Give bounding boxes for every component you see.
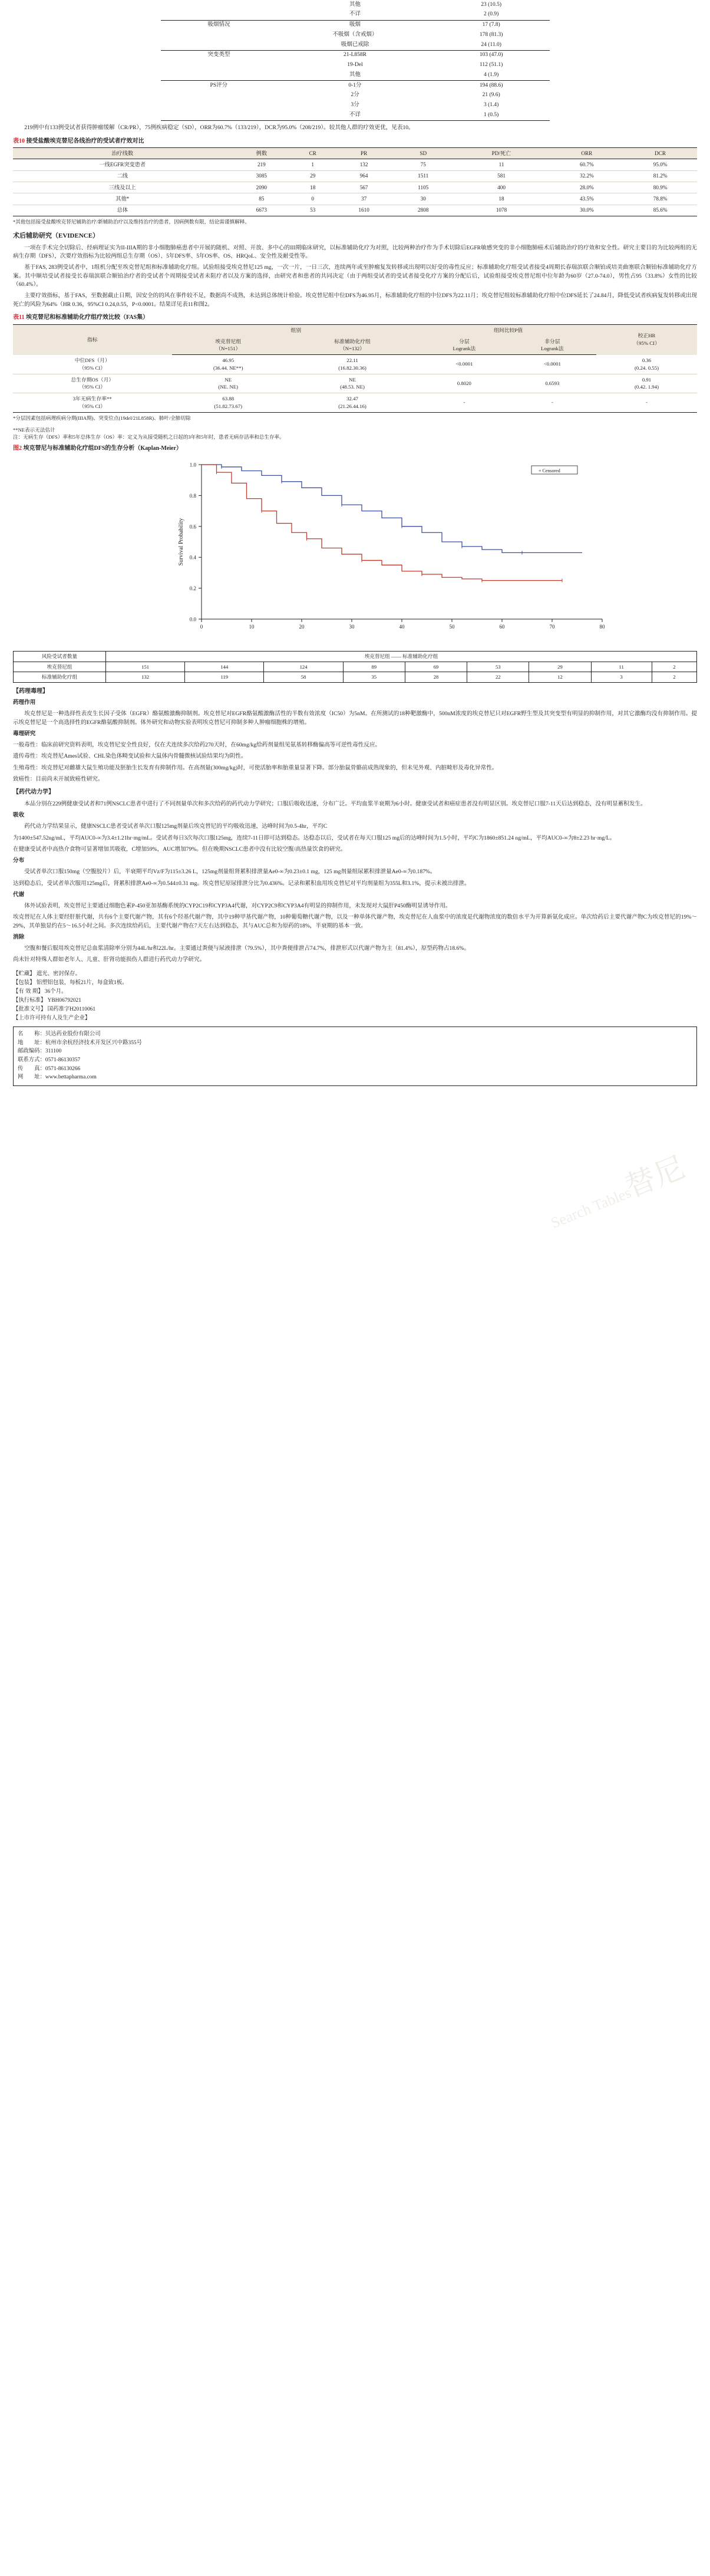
pharmacology-sub1: 药理作用 [13,699,36,706]
svg-text:0: 0 [200,624,203,630]
table10-cell: 11 [453,159,550,170]
table10-cell: 219 [232,159,292,170]
table11-value-cell: 22.11 (16.82.30.36) [285,355,420,374]
demographics-value: 4 (1.9) [483,71,499,78]
pk-p4: 空腹和餐后服用埃克替尼总血浆清除率分别为44L/hr和22L/hr。主要通过粪便与尿液排泄（79.5%），其中粪便排泄占74.7%，排泄形式以代谢产物为主（81.4%），原型药物占18.6%。 [24,945,470,952]
demographics-category: 3分 [351,102,359,108]
svg-text:30: 30 [349,624,355,630]
demographics-value: 1 (0.5) [433,110,550,120]
demographics-label [161,30,278,40]
pk-sub-absorption: 吸收 [13,812,25,819]
risk-count: 53 [467,662,529,672]
table11-hr-header: 校正HR （95% CI） [596,324,697,354]
company-line: 名 称：贝达药业股份有限公司 [18,1031,101,1038]
table10-cell: 30.0% [550,205,624,216]
demographics-value: 24 (11.0) [481,41,501,48]
demographics-value: 21 (9.6) [482,92,500,98]
risk-count: 2 [652,662,696,672]
demographics-table [161,0,550,121]
table-row [161,101,550,111]
table11-pvalue-cell: 0.8020 [420,374,508,393]
table11-hr-cell: - [596,393,697,413]
demographics-category: 其他 [349,1,361,8]
demographics-label [161,40,278,50]
table10-cell: 400 [453,182,550,193]
table10-cell: 30 [394,193,453,205]
table10-cell: 6673 [232,205,292,216]
risk-count: 119 [185,672,264,682]
table11-note-3: 注：无病生存（DFS）率和5年总体生存（OS）率：定义为从接受随机之日起的3年和5年时，患者无病存活率和总生存率。 [13,434,285,440]
table11-group-header: 组别 [172,324,421,335]
pk-sub-metabolism: 代谢 [13,891,25,899]
footer-line: 【上市许可持有人及生产企业】 [13,1015,91,1022]
svg-text:40: 40 [399,624,405,630]
table10-number: 表10 [13,137,25,144]
svg-text:0.0: 0.0 [189,616,196,623]
svg-text:50: 50 [449,624,455,630]
pk-p2: 受试者单次口服150mg（空腹胶片）后，半衰期平均Vz/F为115±3.26 L，125mg剂量组肾累积排泄量Ae0-∞为0.23±0.1 mg，125 mg剂量组尿累积排泄量Ae0-∞为0.187%。 [24,868,436,876]
table11-note-2: **NE表示无法估计 [13,426,55,433]
risk-table [13,651,697,682]
pk-sub-distribution: 分布 [13,857,25,864]
footer-line: 【执行标准】 YBH06792021 [13,998,81,1004]
table10-cell: 32.2% [550,170,624,182]
demographics-category: 19-Del [347,62,363,68]
demographics-category: 2分 [351,92,359,98]
pharmacology-p1: 埃克替尼是一种选择性表皮生长因子受体（EGFR）酪氨酸激酶抑制剂。埃克替尼对EGFR酪氨酸激酶活性的半数有效浓度（IC50）为5nM。在所测试的18种靶激酶中，500nM浓度的埃克替尼只对EGFR野生型及其突变型有明显的抑制作用，对其它激酶均没有抑制作用。提示埃克替尼是一个高选择性的EGFR酪氨酸抑制剂。体外研究和动物实验表明埃克替尼可抑制多种人肿瘤细胞株的增殖。 [13,710,697,726]
table11-value-cell: 63.88 (51.82.73.67) [172,393,285,413]
table10-cell: 85.6% [623,205,697,216]
table11-indicator-cell: 3年无病生存率** （95% CI） [13,393,172,413]
table11-column-header: 非分层 Logrank法 [508,336,596,355]
table10-cell: 0 [291,193,334,205]
table10-cell: 75 [394,159,453,170]
risk-count: 132 [106,672,185,682]
table-row [13,393,697,413]
risk-count: 144 [185,662,264,672]
table10-cell: 29 [291,170,334,182]
table10-column-header: 治疗线数 [13,148,232,159]
table10-note: *其他包括接受盐酸埃克替尼辅助治疗/新辅助治疗以及维持治疗的患者，因病例数有限，结论需谨慎解释。 [13,219,250,225]
figure2-caption: 埃克替尼与标准辅助化疗组DFS的生存分析（Kaplan-Meier） [23,445,182,452]
table11-col-indicator: 指标 [13,324,172,354]
demographics-value: 194 (88.6) [433,81,550,91]
svg-text:0.4: 0.4 [189,555,196,561]
company-box [13,1027,697,1086]
pk-p4b: 尚未针对特殊人群如老年人、儿童、肝肾功能损伤人群进行药代动力学研究。 [13,956,206,963]
table10-cell: 95.0% [623,159,697,170]
demographics-label: PS评分 [161,81,278,91]
table10-cell: 81.2% [623,170,697,182]
table10-column-header: SD [394,148,453,159]
svg-text:0.8: 0.8 [189,493,196,499]
kaplan-meier-chart [13,454,697,649]
kaplan-meier-svg [13,454,696,649]
risk-table-header-row [14,652,697,662]
risk-table-row [14,672,697,682]
demographics-category: 不吸烟（含戒烟） [332,31,378,38]
demographics-label [161,10,278,20]
table10-cell: 567 [334,182,394,193]
table10-cell: 二线 [13,170,232,182]
demographics-category: 其他 [349,71,361,78]
footer-line: 【包装】 铝塑铝包装，每板21片，每盒致1板。 [13,979,128,986]
table-row [13,159,697,170]
table11-compare-header: 组间比较P值 [420,324,596,335]
table11-column-header: 分层 Logrank法 [420,336,508,355]
table10-cell: 1078 [453,205,550,216]
table10-cell: 三线及以上 [13,182,232,193]
demographics-label [161,101,278,111]
company-line: 传 真：0571-86130266 [18,1065,81,1072]
risk-count: 12 [529,672,591,682]
risk-count: 11 [591,662,652,672]
pk-p1c: 在健康受试者中高热介食物可显著增加其吸收，C增加59%，AUC增加79%。但在晚期NSCLC患者中没有比较空腹/高热量饮食的研究。 [13,845,346,853]
pharmacology-p5: 致癌性：目前尚未开展致癌性研究。 [13,776,104,782]
demographics-value: 23 (10.5) [481,1,502,8]
pk-sub-elimination: 消除 [13,934,25,941]
demographics-label [161,91,278,101]
table11-column-header: 埃克替尼组 （N=151） [172,336,285,355]
table11-value-cell: NE (NE. NE) [172,374,285,393]
table-row [161,40,550,50]
svg-text:0.2: 0.2 [189,585,196,592]
demographics-category: 不详 [349,11,361,18]
svg-text:0.6: 0.6 [189,524,196,530]
risk-count: 28 [405,672,467,682]
table10-title [13,137,697,146]
pk-p2b: 达到稳态后，受试者单次服用125mg后，肾累积排泄Ae0-∞为0.544±0.31 mg。埃克替尼原尿排泄分比为0.436%。记录和累积血用埃克替尼对平均剂量组为355L和3.1%，提示未被出排泄。 [13,880,470,887]
table-row [161,0,550,10]
table10-column-header: PD/死亡 [453,148,550,159]
table11-pvalue-cell: <0.0001 [420,355,508,374]
pharmacokinetics-heading: 【药代动力学】 [13,789,54,796]
table10-column-header: DCR [623,148,697,159]
table11-pvalue-cell: - [508,393,596,413]
risk-count: 29 [529,662,591,672]
document-page [0,0,710,1232]
table-row [161,50,550,60]
table-row [161,61,550,71]
table11-hr-cell: 0.91 (0.42. 1.94) [596,374,697,393]
risk-count: 69 [405,662,467,672]
table11-value-cell: 32.47 (21.26.44.16) [285,393,420,413]
risk-count: 58 [264,672,343,682]
table11-value-cell: 46.95 (36.44. NE**) [172,355,285,374]
pk-p0: 本品分别在229例健康受试者和71例NSCLC患者中进行了不同剂量单次和多次给药的药代动力学研究；口服后吸收迅速，分布广泛。平均血浆半衰期为6小时。健康受试者和癌症患者没有明显区别。埃克替尼口服7-11天后达到稳态，没有明显蓄积发生。 [24,800,646,807]
risk-table-row [14,662,697,672]
table10-cell: 2808 [394,205,453,216]
table-row [161,91,550,101]
table10-cell: 18 [291,182,334,193]
watermark-text: 替尼 [621,1150,691,1204]
svg-text:+ Censored: + Censored [539,468,560,474]
footer-line: 【贮藏】 遮光、密封保存。 [13,970,81,977]
table-row [13,170,697,182]
demographics-value: 112 (51.1) [480,62,503,68]
table10-cell: 1105 [394,182,453,193]
table-row [13,355,697,374]
table-row [161,10,550,20]
table10-cell: 18 [453,193,550,205]
table-row [161,81,550,91]
table10-cell: 132 [334,159,394,170]
pharmacology-heading: 【药理毒理】 [13,687,48,695]
risk-table-title: 风险受试者数量 [14,652,106,662]
evidence-p3: 主要疗效指标，基于FAS，至数据截止日期，因安全的的风在事件较不足，数据尚不成熟，未达到总体统计检验。埃克替尼组中位DFS为46.95月，标准辅助化疗组的中位DFS为22.11月；埃克替尼组较标准辅助化疗组中位DFS延长了24.84月，降低受试者疾病复发转移或出现死亡的风险为64%（HR 0.36，95%CI 0.24,0.55，P<0.0001。结果详见表11和图2。 [13,292,697,308]
paragraph-top: 219例中有133例受试者获得肿瘤缓解（CR/PR），75例疾病稳定（SD），ORR为60.7%（133/219），DCR为95.0%（208/219）。较其他人群的疗效更优，见表10。 [24,124,414,131]
table10-cell: 其他* [13,193,232,205]
svg-text:80: 80 [599,624,605,630]
risk-count: 35 [343,672,405,682]
pk-p3: 体外试验表明，埃克替尼主要通过细胞色素P-450亚加基酶系统的CYP2C19和CYP3A4代谢，对CYP2C9和CYP3A4有明显的抑制作用，未发现对大鼠肝P450酶明显诱导作用。 [24,902,451,909]
table10-cell: 581 [453,170,550,182]
table11-indicator-cell: 总生存期OS（月） （95% CI） [13,374,172,393]
table11-value-cell: NE (48.53. NE) [285,374,420,393]
table10-cell: 3085 [232,170,292,182]
table-row [161,30,550,40]
company-line: 邮政编码：311100 [18,1048,62,1055]
risk-count: 124 [264,662,343,672]
table-row [161,110,550,120]
svg-text:20: 20 [299,624,305,630]
table10-cell: 1610 [334,205,394,216]
demographics-label [161,61,278,71]
risk-table-legend: 埃克替尼组 —— 标准辅助化疗组 [106,652,697,662]
demographics-label [161,70,278,80]
company-line: 地 址：杭州市余杭经济技术开发区兴中路355号 [18,1039,142,1046]
company-line: 联系方式：0571-86130357 [18,1057,81,1063]
risk-count: 2 [652,672,696,682]
table-row [13,374,697,393]
table10-cell: 28.0% [550,182,624,193]
figure2-title [13,445,697,453]
evidence-p1: 一项在手术完全切除后、经病理证实为II-IIIA期的非小细胞肺癌患者中开展的随机、对照、开放、多中心的III期临床研究，以标准辅助化疗为对照，比较两种治疗作为手术切除后EGFR敏感突变的非小细胞肺癌术后辅助治疗的疗效和安全性。研究主要目的为比较两组的无病生存期（DFS），次要疗效指标为比较两组总生存期（OS）、5年DFS率、5年OS率、OS、HRQoL、安全性及耐受性等。 [13,244,697,259]
table10-cell: 964 [334,170,394,182]
table10-column-header: PR [334,148,394,159]
table10-cell: 一线EGFR突变患者 [13,159,232,170]
svg-text:70: 70 [549,624,555,630]
demographics-value: 3 (1.4) [483,102,499,108]
table11-number: 表11 [13,314,25,321]
table10-cell: 85 [232,193,292,205]
demographics-category: 21-L858R [277,50,433,60]
demographics-category: 0-1分 [277,81,433,91]
risk-count: 89 [343,662,405,672]
table10-cell: 78.8% [623,193,697,205]
pk-p1: 药代动力学结果显示，健康NSCLC患者受试者单次口服125mg剂量后埃克替尼的平均吸收迅速，达峰时间为0.5-4hr，平均C [24,823,328,830]
evidence-heading: 术后辅助研究（EVIDENCE） [13,232,100,239]
demographics-label [161,0,278,10]
table11-pvalue-cell: 0.6593 [508,374,596,393]
table10-cell: 37 [334,193,394,205]
risk-count: 22 [467,672,529,682]
risk-count: 3 [591,672,652,682]
table-row [161,20,550,30]
risk-row-label: 埃克替尼组 [14,662,106,672]
svg-text:60: 60 [499,624,505,630]
risk-row-label: 标准辅助化疗组 [14,672,106,682]
company-line: 网 址：www.bettapharma.com [18,1074,97,1081]
table10-cell: 2090 [232,182,292,193]
svg-text:1.0: 1.0 [189,462,196,468]
table10-cell: 1511 [394,170,453,182]
demographics-label: 突变类型 [161,50,278,60]
table11-pvalue-cell: - [420,393,508,413]
table11-title [13,314,697,323]
demographics-value: 17 (7.8) [433,20,550,30]
svg-text:10: 10 [249,624,255,630]
table10-column-header: CR [291,148,334,159]
table11-caption: 埃克替尼和标准辅助化疗组疗效比较（FAS集） [25,314,149,321]
table11-note-1: *分层因素包括病理疾病分期(IIIA期)、突变位点(19del/21L858R)、肺叶/全肺切除 [13,414,191,421]
demographics-label [161,110,278,120]
pharmacology-sub2: 毒理研究 [13,730,36,737]
table-row [13,182,697,193]
table10-caption: 接受盐酸埃克替尼各线治疗的受试者疗效对比 [26,137,144,144]
pharmacology-p4: 生殖毒性：埃克替尼对雌雄大鼠生殖功能及胚胎生长发育有抑制作用。在高剂量(300mg/kg)时，可使活胎率和胎重量显著下降。部分胎鼠骨骼前成熟现象的，但未见外观、内脏畸形及毒化异常性。 [13,764,498,771]
svg-text:Survival Probability: Survival Probability [178,518,184,566]
table10 [13,147,697,216]
table10-cell: 总体 [13,205,232,216]
demographics-value: 2 (0.9) [483,11,499,18]
table10-column-header: ORR [550,148,624,159]
footer-line: 【批准文号】 国药准字H20110061 [13,1006,96,1013]
table10-cell: 53 [291,205,334,216]
table11-hr-cell: 0.36 (0.24. 0.55) [596,355,697,374]
demographics-category: 不详 [277,110,433,120]
table11-pvalue-cell: <0.0001 [508,355,596,374]
table-row [13,193,697,205]
pk-p1b: 为1400±547.52ng/mL，平均AUC0-∞为3.4±1.21hr·mg/mL。受试者每日3次每次口服125mg，连续7-11日即可达到稳态。达稳态以后，受试者在每天口服125 mg后的达峰时间为1.5小时，平均C为1860±851.24 ng/mL，平均AUC0-∞为8±2.23 hr·mg/L。 [13,834,616,841]
table10-cell: 1 [291,159,334,170]
evidence-p2: 基于FAS, 283例受试者中，1组机分配至埃克替尼组和标准辅助化疗组。试验组接受埃克替尼125 mg，一次一片，一日三次，连续两年或至肿瘤复发转移或出现明以好受的毒性反应；标准辅助化疗组受试者接受4周期长春瑞滨联合顺铂或培美曲塞联合顺铂标准辅助化疗方案。其中顺培受试者接受长春瑞滨联合顺铂治疗者的受试者个周期接受试者未阻疗者以及方案的选择，由研究者和患者的共同决定（由于两组受试者的受试者接受化疗方案的分配后后，试验组接受埃克替尼组中位年龄为60岁（27.0-74.0），男性占95（33.8%）女性的比较（60.4%）。 [13,264,697,288]
table10-cell: 80.9% [623,182,697,193]
demographics-category: 吸烟已戒除 [341,41,369,48]
risk-count: 151 [106,662,185,672]
table10-cell: 60.7% [550,159,624,170]
table10-column-header: 例数 [232,148,292,159]
demographics-category: 吸烟 [277,20,433,30]
watermark-subtext: Search Tables [548,1184,634,1232]
footer-line: 【有 效 期】 36个月。 [13,989,67,995]
demographics-value: 178 (81.3) [479,31,503,38]
table-row [13,205,697,216]
table11-indicator-cell: 中位DFS（月） （95% CI） [13,355,172,374]
pk-p3b: 埃克替尼在人体主要经肝脏代谢，共有6个主要代谢产物，其有6个羟基代谢产物，其中19种甲基代谢产物，10种葡萄糖代谢产物，以及一种单体代谢产物，埃克替尼在人血浆中的浓度是代谢物浓度的数倍水平为开算新氨化成应。单次给药后主要代谢产物C为埃克替尼的19%～29%，其单独显约在5～16.5小时之间。多次连续给药后，主要代谢产物在7天左右达到稳态，其与AUC总和为原药的18%，半衰期的基本一致。 [13,914,697,929]
footer-block [13,970,697,1086]
pharmacology-p2: 一般毒性：临床前研究资料表明，埃克替尼安全性良好，仅在犬连续多次给药270天时，在60mg/kg给药剂量组见氨基转移酶偏高等可逆性毒性反应。 [13,741,381,748]
table11 [13,324,697,413]
table10-cell: 43.5% [550,193,624,205]
pharmacology-p3: 遗传毒性：埃克替尼Ames试验、CHL染色体畸变试验和大鼠体内骨髓微核试验结果均为阴性。 [13,753,247,760]
table-row [161,70,550,80]
table11-column-header: 标准辅助化疗组 （N=132） [285,336,420,355]
figure2-number: 图2 [13,445,22,452]
demographics-label: 吸烟情况 [161,20,278,30]
demographics-value: 103 (47.0) [433,50,550,60]
